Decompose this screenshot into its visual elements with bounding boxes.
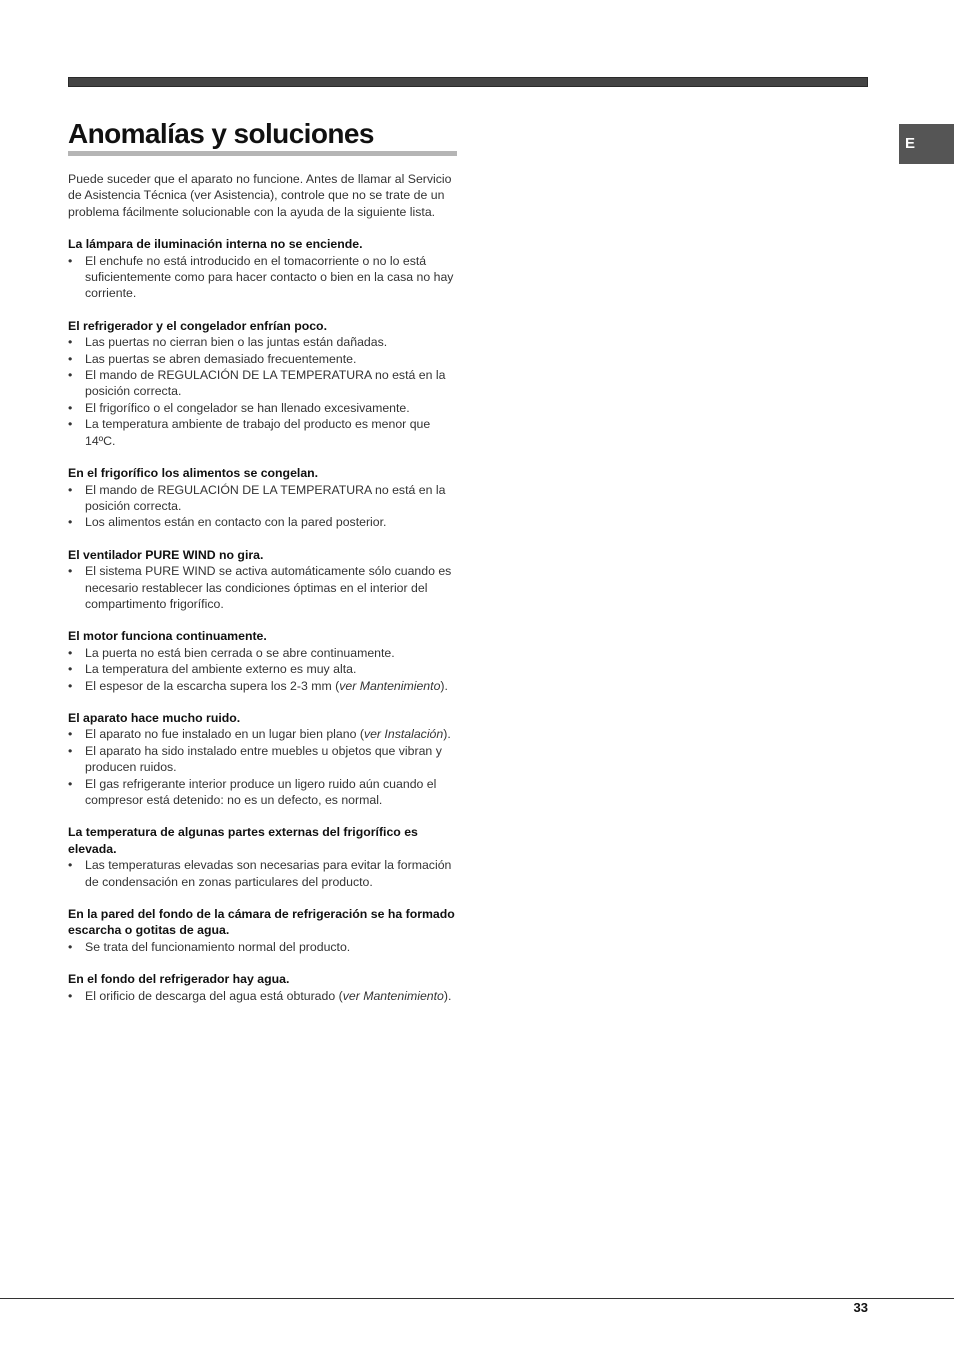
- bullet-icon: •: [68, 351, 73, 366]
- list-item: [68, 482, 456, 515]
- item-text: Las temperaturas elevadas son necesarias para evitar la formación de condensación en zonas particulares del producto.: [85, 858, 452, 889]
- problem-section: [68, 971, 456, 1004]
- solution-list: [68, 563, 456, 612]
- solution-list: [68, 939, 456, 955]
- bullet-icon: •: [68, 858, 73, 873]
- bullet-icon: •: [68, 335, 73, 350]
- item-text: El mando de REGULACIÓN DE LA TEMPERATURA no está en la posición correcta.: [85, 368, 446, 399]
- item-text: El espesor de la escarcha supera los 2-3 mm (: [85, 678, 340, 693]
- bullet-icon: •: [68, 253, 73, 268]
- bullet-icon: •: [68, 776, 73, 791]
- list-item: [68, 988, 456, 1004]
- item-text: El sistema PURE WIND se activa automáticamente sólo cuando es necesario restablecer las condiciones óptimas en el interior del compartimento frigorífico.: [85, 564, 452, 611]
- list-item: [68, 400, 456, 416]
- header-rule: [68, 77, 868, 87]
- problem-title: La lámpara de iluminación interna no se enciende.: [68, 237, 363, 252]
- item-text: La temperatura ambiente de trabajo del producto es menor que 14ºC.: [85, 417, 431, 448]
- main-content: [68, 171, 456, 1020]
- item-text-end: ).: [443, 727, 451, 742]
- list-item: [68, 661, 456, 677]
- list-item: [68, 253, 456, 302]
- item-text: El enchufe no está introducido en el tomacorriente o no lo está suficientemente como para hacer contacto o bien en la casa no hay corriente.: [85, 253, 454, 301]
- problem-section: [68, 318, 456, 449]
- item-text: El gas refrigerante interior produce un ligero ruido aún cuando el compresor está detenido: no es un defecto, es normal.: [85, 776, 437, 807]
- problem-section: [68, 236, 456, 302]
- bullet-icon: •: [68, 743, 73, 758]
- list-item: [68, 416, 456, 449]
- list-item: [68, 334, 456, 350]
- bullet-icon: •: [68, 939, 73, 954]
- problem-section: [68, 628, 456, 694]
- footer-rule: [0, 1298, 954, 1299]
- language-tab: E: [899, 124, 954, 164]
- list-item: [68, 514, 456, 530]
- problem-section: [68, 547, 456, 613]
- cross-reference: ver Instalación: [363, 727, 444, 742]
- solution-list: [68, 988, 456, 1004]
- bullet-icon: •: [68, 645, 73, 660]
- item-text: Se trata del funcionamiento normal del producto.: [85, 939, 351, 954]
- problem-section: [68, 710, 456, 808]
- item-text: Los alimentos están en contacto con la pared posterior.: [85, 515, 387, 530]
- item-text: Las puertas se abren demasiado frecuentemente.: [85, 351, 357, 366]
- item-text: La puerta no está bien cerrada o se abre continuamente.: [85, 645, 395, 660]
- problem-title: El ventilador PURE WIND no gira.: [68, 547, 264, 562]
- list-item: [68, 563, 456, 612]
- solution-list: [68, 253, 456, 302]
- page-number: 33: [853, 1300, 868, 1315]
- item-text: La temperatura del ambiente externo es muy alta.: [85, 662, 357, 677]
- item-text-end: ).: [443, 988, 452, 1003]
- problem-title: En el fondo del refrigerador hay agua.: [68, 972, 290, 987]
- item-text: El orificio de descarga del agua está obturado (: [85, 988, 343, 1003]
- bullet-icon: •: [68, 417, 73, 432]
- item-text: El frigorífico o el congelador se han llenado excesivamente.: [85, 400, 410, 415]
- solution-list: [68, 857, 456, 890]
- list-item: [68, 351, 456, 367]
- item-text: El aparato ha sido instalado entre muebles u objetos que vibran y producen ruidos.: [85, 743, 442, 775]
- bullet-icon: •: [68, 727, 73, 742]
- bullet-icon: •: [68, 368, 73, 383]
- problem-section: [68, 465, 456, 531]
- solution-list: [68, 482, 456, 531]
- bullet-icon: •: [68, 400, 73, 415]
- item-text: Las puertas no cierran bien o las juntas están dañadas.: [85, 335, 388, 350]
- list-item: [68, 939, 456, 955]
- list-item: [68, 743, 456, 776]
- list-item: [68, 776, 456, 809]
- cross-reference: ver Mantenimiento: [339, 678, 441, 693]
- cross-reference: ver Mantenimiento: [342, 988, 444, 1003]
- bullet-icon: •: [68, 564, 73, 579]
- intro-paragraph: Puede suceder que el aparato no funcione. Antes de llamar al Servicio de Asistencia Técnica (ver Asistencia), controle que no se trate de un problema fácilmente solucionable con la ayuda de la siguiente lista.: [68, 172, 452, 219]
- troubleshooting-list: [68, 236, 456, 1004]
- problem-title: El aparato hace mucho ruido.: [68, 710, 241, 725]
- solution-list: [68, 726, 456, 808]
- list-item: [68, 678, 456, 694]
- solution-list: [68, 645, 456, 694]
- problem-title: En el frigorífico los alimentos se congelan.: [68, 466, 319, 481]
- solution-list: [68, 334, 456, 449]
- item-text: El mando de REGULACIÓN DE LA TEMPERATURA no está en la posición correcta.: [85, 482, 446, 513]
- bullet-icon: •: [68, 662, 73, 677]
- bullet-icon: •: [68, 678, 73, 693]
- list-item: [68, 645, 456, 661]
- problem-section: [68, 906, 456, 955]
- item-text-end: ).: [440, 678, 448, 693]
- list-item: [68, 367, 456, 400]
- list-item: [68, 857, 456, 890]
- list-item: [68, 726, 456, 742]
- bullet-icon: •: [68, 515, 73, 530]
- problem-title: En la pared del fondo de la cámara de refrigeración se ha formado escarcha o gotitas de agua.: [68, 907, 455, 938]
- bullet-icon: •: [68, 988, 73, 1003]
- item-text: El aparato no fue instalado en un lugar bien plano (: [85, 727, 364, 742]
- bullet-icon: •: [68, 482, 73, 497]
- title-underline: [68, 151, 457, 156]
- problem-title: La temperatura de algunas partes externas del frigorífico es elevada.: [68, 825, 418, 856]
- problem-title: El refrigerador y el congelador enfrían poco.: [68, 318, 327, 333]
- problem-section: [68, 824, 456, 890]
- page-title: Anomalías y soluciones: [68, 118, 374, 149]
- problem-title: El motor funciona continuamente.: [68, 629, 267, 644]
